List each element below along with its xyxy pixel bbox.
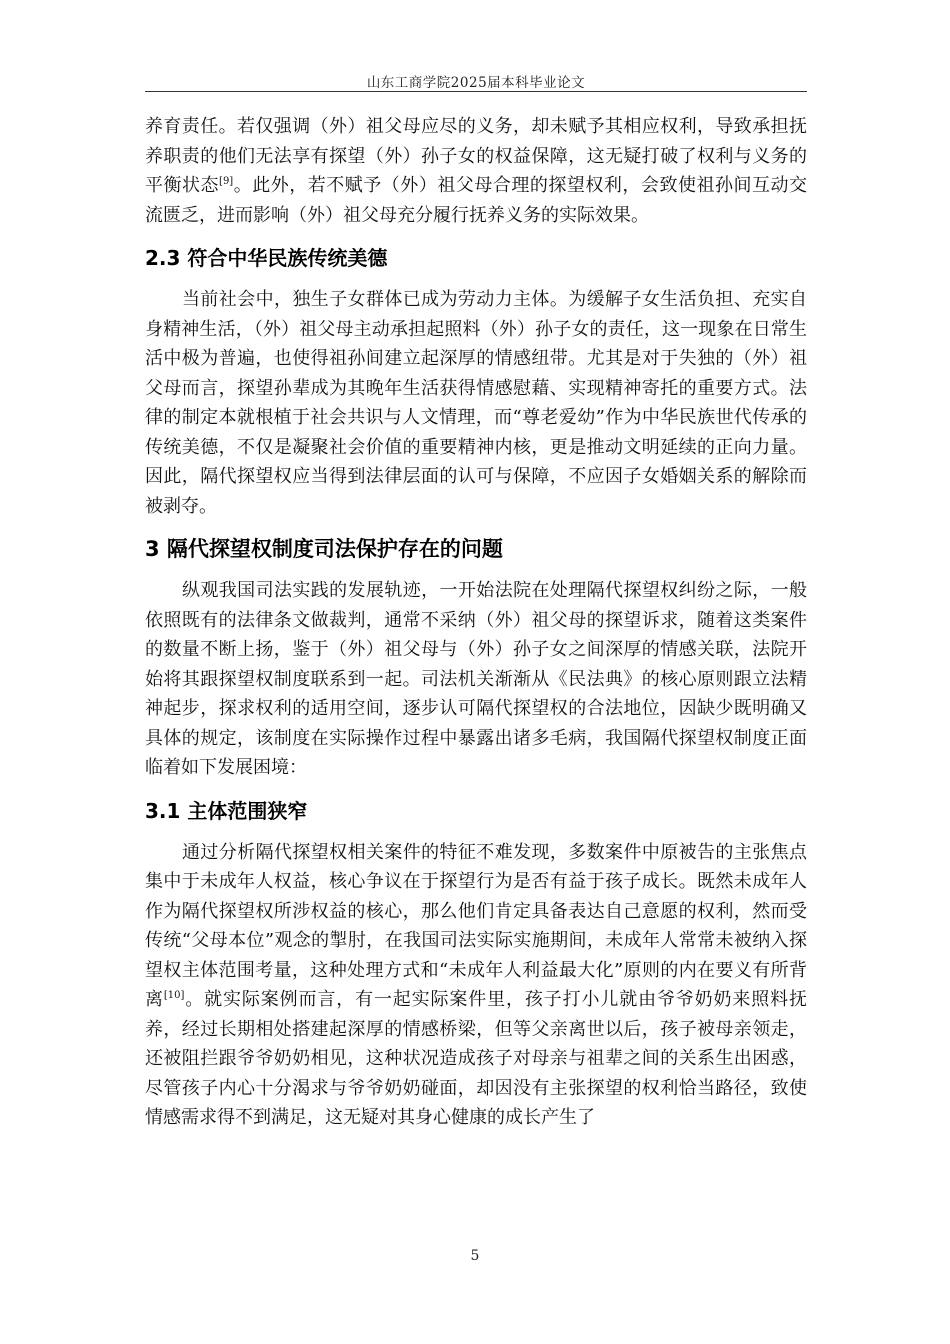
paragraph-text: 养育责任。若仅强调（外）祖父母应尽的义务，却未赋予其相应权利，导致承担抚养职责的他们无法享有探望（外）孙子女的权益保障，这无疑打破了权利与义务的平衡状态 — [145, 116, 807, 196]
paragraph-traditional-virtue: 当前社会中，独生子女群体已成为劳动力主体。为缓解子女生活负担、充实自身精神生活，（外）祖父母主动承担起照料（外）孙子女的责任，这一现象在日常生活中极为普遍，也使得祖孙间建立起深厚的情感纽带。尤其是对于失独的（外）祖父母而言，探望孙辈成为其晚年生活获得情感慰藉、实现精神寄托的重要方式。法律的制定本就根植于社会共识与人文情理，而“尊老爱幼”作为中华民族世代传承的传统美德，不仅是凝聚社会价值的重要精神内核，更是推动文明延续的正向力量。因此，隔代探望权应当得到法律层面的认可与保障，不应因子女婚姻关系的解除而被剥夺。 — [145, 289, 807, 517]
citation-9: [9] — [219, 176, 234, 187]
citation-10: [10] — [163, 990, 185, 1001]
paragraph-text: 。此外，若不赋予（外）祖父母合理的探望权利，会致使祖孙间互动交流匮乏，进而影响（外）祖父母充分履行抚养义务的实际效果。 — [145, 175, 808, 226]
running-header: 山东工商学院2025届本科毕业论文 — [366, 75, 586, 91]
paragraph-text: 。就实际案例而言，有一起实际案件里，孩子打小儿就由爷爷奶奶来照料抚养，经过长期相处搭建起深厚的情感桥梁，但等父亲离世以后，孩子被母亲领走，还被阻拦跟爷爷奶奶相见，这种状况造成孩子对母亲与祖辈之间的关系生出困惑，尽管孩子内心十分渴求与爷爷奶奶碰面，却因没有主张探望的权利恰当路径，致使情感需求得不到满足，这无疑对其身心健康的成长产生了 — [145, 989, 808, 1128]
paragraph-rights-obligations — [145, 112, 807, 230]
page-body — [145, 112, 807, 1133]
paragraph-text: 通过分析隔代探望权相关案件的特征不难发现，多数案件中原被告的主张焦点集中于未成年人权益，核心争议在于探望行为是否有益于孩子成长。既然未成年人作为隔代探望权所涉权益的核心，那么他们肯定具备表达自己意愿的权利，然而受传统“父母本位”观念的掣肘，在我国司法实际实施期间，未成年人常常未被纳入探望权主体范围考量，这种处理方式和“未成年人利益最大化”原则的内在要义有所背离 — [145, 841, 807, 1010]
paragraph-subject-scope — [145, 838, 807, 1133]
page-number: 5 — [470, 1248, 480, 1264]
section-heading-3-1: 3.1 主体范围狭窄 — [145, 798, 308, 823]
chapter-heading-3: 3 隔代探望权制度司法保护存在的问题 — [145, 537, 503, 561]
header-divider — [145, 91, 807, 92]
section-heading-2-3: 2.3 符合中华民族传统美德 — [145, 246, 388, 270]
paragraph-judicial-practice: 纵观我国司法实践的发展轨迹，一开始法院在处理隔代探望权纠纷之际，一般依照既有的法律条文做裁判，通常不采纳（外）祖父母的探望诉求，随着这类案件的数量不断上扬，鉴于（外）祖父母与（外）孙子女之间深厚的情感关联，法院开始将其跟探望权制度联系到一起。司法机关渐渐从《民法典》的核心原则跟立法精神起步，探求权利的适用空间，逐步认可隔代探望权的合法地位，因缺少既明确又具体的规定，该制度在实际操作过程中暴露出诸多毛病，我国隔代探望权制度正面临着如下发展困境： — [145, 580, 807, 778]
